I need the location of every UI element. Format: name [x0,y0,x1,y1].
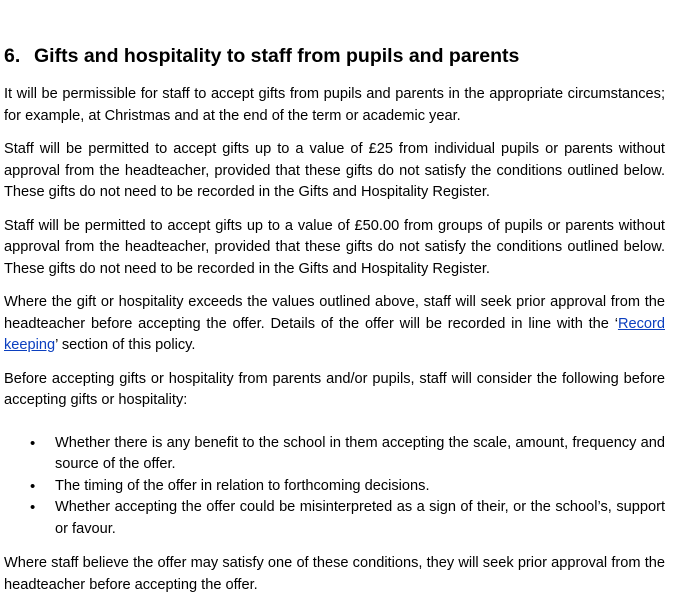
list-item [4,476,665,498]
list-item-text: The timing of the offer in relation to forthcoming decisions. [55,477,430,494]
list-item-text: Whether there is any benefit to the school in them accepting the scale, amount, frequency and source of the offer. [55,434,665,472]
paragraph-permissibility: It will be permissible for staff to accept gifts from pupils and parents in the appropriate circumstances; for example, at Christmas and at the end of the term or academic year. [4,86,665,124]
paragraph-before-accepting: Before accepting gifts or hospitality from parents and/or pupils, staff will consider the following before accepting gifts or hospitality: [4,370,665,408]
paragraph-exceeds-values-text: Where the gift or hospitality exceeds the values outlined above, staff will seek prior approval from the headteacher before accepting the offer. Details of the offer will be recorded in line with the ‘ [4,294,665,332]
paragraph-seek-approval: Where staff believe the offer may satisfy one of these conditions, they will seek prior approval from the headteacher before accepting the offer. [4,555,665,593]
list-item-text: Whether accepting the offer could be misinterpreted as a sign of their, or the school’s, support or favour. [55,499,665,537]
paragraph-individual-gifts: Staff will be permitted to accept gifts up to a value of £25 from individual pupils or parents without approval from the headteacher, provided that these gifts do not satisfy the conditions outlined below. These gifts do not need to be recorded in the Gifts and Hospitality Register. [4,141,665,200]
bullet-icon: • [30,499,36,516]
paragraph-group-gifts: Staff will be permitted to accept gifts up to a value of £50.00 from groups of pupils or parents without approval from the headteacher, provided that these gifts do not satisfy the conditions outlined below. These gifts do not need to be recorded in the Gifts and Hospitality Register. [4,217,665,277]
paragraph-exceeds-values [4,292,665,357]
section-number: 6. [4,45,21,67]
record-keeping-link[interactable]: Record keeping [4,315,665,353]
bullet-icon: • [30,434,36,452]
list-item [4,497,665,540]
section-heading [4,44,665,68]
list-item [4,433,665,476]
conditions-list [4,433,665,541]
bullet-icon: • [30,477,36,495]
section-title: Gifts and hospitality to staff from pupils and parents [34,45,520,67]
paragraph-exceeds-values-tail: ’ section of this policy. [55,337,196,353]
